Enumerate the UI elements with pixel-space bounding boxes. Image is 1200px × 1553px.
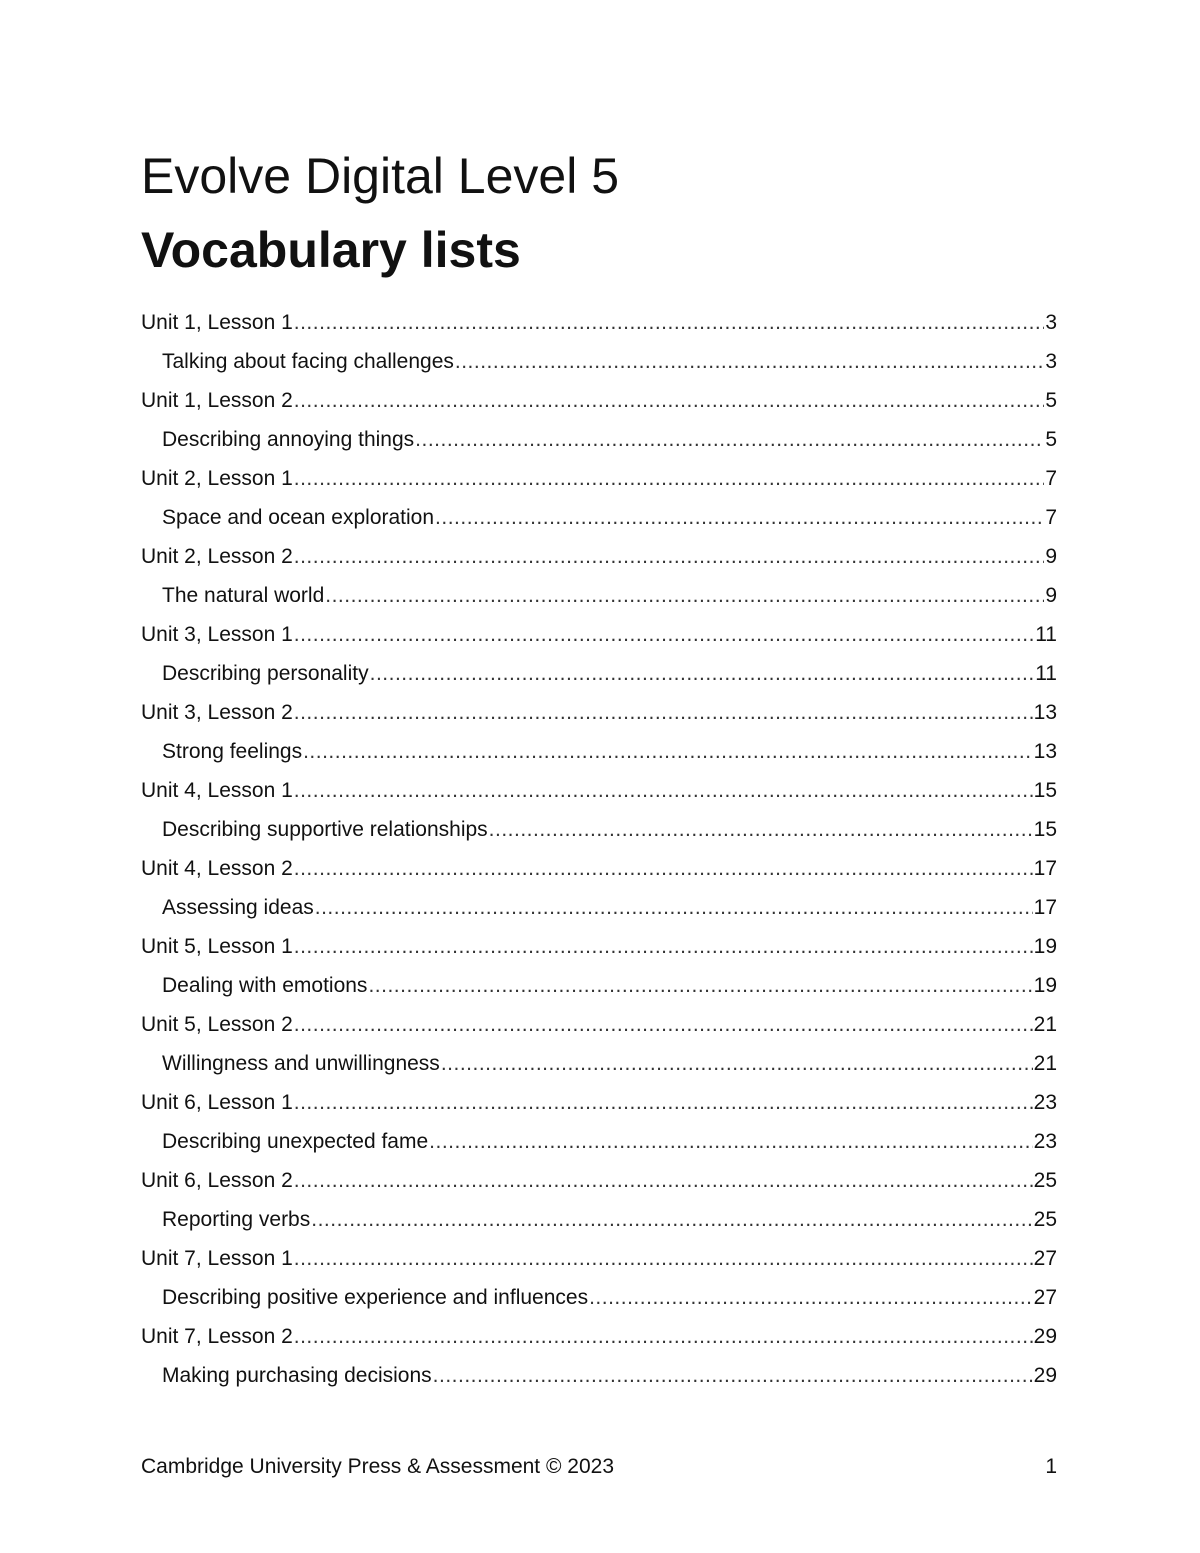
toc-entry-label: Unit 6, Lesson 1 xyxy=(141,1091,293,1114)
toc-dot-leader xyxy=(294,1317,1033,1356)
toc-entry-page: 13 xyxy=(1033,701,1057,724)
toc-entry-label: Willingness and unwillingness xyxy=(162,1052,440,1075)
toc-entry-page: 23 xyxy=(1033,1091,1057,1114)
footer-page-number: 1 xyxy=(1045,1455,1057,1478)
toc-entry-topic[interactable] xyxy=(141,498,1057,537)
toc-entry-topic[interactable] xyxy=(141,1278,1057,1317)
toc-dot-leader xyxy=(294,303,1045,342)
toc-entry-label: Unit 1, Lesson 2 xyxy=(141,389,293,412)
toc-entry-page: 29 xyxy=(1033,1325,1057,1348)
toc-entry-topic[interactable] xyxy=(141,732,1057,771)
toc-entry-topic[interactable] xyxy=(141,654,1057,693)
toc-entry-page: 27 xyxy=(1033,1286,1057,1309)
toc-entry-unit-2-lesson-1[interactable] xyxy=(141,459,1057,498)
toc-entry-label: Unit 3, Lesson 2 xyxy=(141,701,293,724)
toc-entry-unit-3-lesson-2[interactable] xyxy=(141,693,1057,732)
toc-dot-leader xyxy=(294,1005,1033,1044)
toc-entry-topic[interactable] xyxy=(141,420,1057,459)
toc-entry-label: Unit 3, Lesson 1 xyxy=(141,623,293,646)
toc-dot-leader xyxy=(294,381,1045,420)
footer-copyright: Cambridge University Press & Assessment © 2023 xyxy=(141,1455,614,1478)
toc-dot-leader xyxy=(294,537,1045,576)
toc-entry-topic[interactable] xyxy=(141,342,1057,381)
toc-entry-page: 23 xyxy=(1033,1130,1057,1153)
toc-entry-page: 3 xyxy=(1045,311,1057,334)
toc-entry-page: 27 xyxy=(1033,1247,1057,1270)
toc-entry-label: Strong feelings xyxy=(162,740,303,763)
toc-entry-label: Unit 2, Lesson 2 xyxy=(141,545,293,568)
toc-dot-leader xyxy=(294,1083,1033,1122)
toc-dot-leader xyxy=(303,732,1033,771)
toc-entry-page: 13 xyxy=(1033,740,1057,763)
toc-entry-label: Talking about facing challenges xyxy=(162,350,454,373)
toc-dot-leader xyxy=(415,420,1044,459)
toc-dot-leader xyxy=(294,927,1033,966)
toc-entry-page: 21 xyxy=(1033,1013,1057,1036)
toc-entry-label: Assessing ideas xyxy=(162,896,314,919)
toc-entry-page: 3 xyxy=(1045,350,1057,373)
toc-entry-label: Describing unexpected fame xyxy=(162,1130,429,1153)
document-title: Evolve Digital Level 5 xyxy=(141,148,620,204)
toc-entry-page: 25 xyxy=(1033,1169,1057,1192)
toc-entry-label: Dealing with emotions xyxy=(162,974,368,997)
toc-entry-page: 9 xyxy=(1045,545,1057,568)
toc-entry-page: 19 xyxy=(1033,974,1057,997)
toc-entry-page: 11 xyxy=(1035,662,1057,685)
toc-entry-topic[interactable] xyxy=(141,888,1057,927)
toc-entry-unit-7-lesson-2[interactable] xyxy=(141,1317,1057,1356)
toc-entry-label: Describing personality xyxy=(162,662,369,685)
toc-dot-leader xyxy=(294,1161,1033,1200)
toc-entry-label: The natural world xyxy=(162,584,325,607)
toc-entry-label: Space and ocean exploration xyxy=(162,506,435,529)
toc-entry-unit-2-lesson-2[interactable] xyxy=(141,537,1057,576)
toc-entry-unit-6-lesson-1[interactable] xyxy=(141,1083,1057,1122)
toc-entry-label: Making purchasing decisions xyxy=(162,1364,432,1387)
toc-entry-page: 15 xyxy=(1033,818,1057,841)
toc-entry-topic[interactable] xyxy=(141,1200,1057,1239)
toc-entry-page: 11 xyxy=(1035,623,1057,646)
toc-dot-leader xyxy=(294,1239,1033,1278)
toc-dot-leader xyxy=(311,1200,1032,1239)
toc-entry-topic[interactable] xyxy=(141,810,1057,849)
toc-entry-label: Describing annoying things xyxy=(162,428,415,451)
toc-entry-page: 21 xyxy=(1033,1052,1057,1075)
toc-entry-topic[interactable] xyxy=(141,1356,1057,1395)
toc-dot-leader xyxy=(368,966,1032,1005)
toc-entry-label: Unit 4, Lesson 1 xyxy=(141,779,293,802)
toc-entry-unit-7-lesson-1[interactable] xyxy=(141,1239,1057,1278)
toc-dot-leader xyxy=(294,615,1034,654)
toc-entry-unit-1-lesson-1[interactable] xyxy=(141,303,1057,342)
toc-entry-topic[interactable] xyxy=(141,1122,1057,1161)
toc-entry-unit-3-lesson-1[interactable] xyxy=(141,615,1057,654)
toc-entry-page: 5 xyxy=(1045,428,1057,451)
toc-entry-label: Unit 4, Lesson 2 xyxy=(141,857,293,880)
table-of-contents xyxy=(141,303,1057,1395)
toc-dot-leader xyxy=(489,810,1033,849)
toc-entry-label: Unit 1, Lesson 1 xyxy=(141,311,293,334)
toc-dot-leader xyxy=(325,576,1044,615)
toc-entry-page: 25 xyxy=(1033,1208,1057,1231)
toc-entry-unit-5-lesson-1[interactable] xyxy=(141,927,1057,966)
toc-entry-label: Describing supportive relationships xyxy=(162,818,488,841)
toc-entry-topic[interactable] xyxy=(141,966,1057,1005)
toc-entry-label: Unit 2, Lesson 1 xyxy=(141,467,293,490)
toc-dot-leader xyxy=(441,1044,1033,1083)
toc-entry-page: 17 xyxy=(1033,857,1057,880)
toc-dot-leader xyxy=(433,1356,1033,1395)
toc-dot-leader xyxy=(589,1278,1033,1317)
toc-dot-leader xyxy=(294,459,1045,498)
toc-dot-leader xyxy=(429,1122,1032,1161)
toc-entry-page: 15 xyxy=(1033,779,1057,802)
toc-entry-page: 9 xyxy=(1045,584,1057,607)
toc-entry-label: Unit 6, Lesson 2 xyxy=(141,1169,293,1192)
toc-entry-page: 29 xyxy=(1033,1364,1057,1387)
toc-entry-label: Reporting verbs xyxy=(162,1208,311,1231)
toc-dot-leader xyxy=(370,654,1035,693)
toc-entry-unit-6-lesson-2[interactable] xyxy=(141,1161,1057,1200)
toc-entry-page: 19 xyxy=(1033,935,1057,958)
toc-entry-page: 17 xyxy=(1033,896,1057,919)
toc-dot-leader xyxy=(294,849,1033,888)
toc-entry-label: Unit 5, Lesson 1 xyxy=(141,935,293,958)
toc-entry-unit-4-lesson-1[interactable] xyxy=(141,771,1057,810)
toc-dot-leader xyxy=(315,888,1033,927)
toc-entry-page: 7 xyxy=(1045,467,1057,490)
toc-entry-label: Unit 5, Lesson 2 xyxy=(141,1013,293,1036)
toc-entry-label: Unit 7, Lesson 1 xyxy=(141,1247,293,1270)
toc-entry-page: 5 xyxy=(1045,389,1057,412)
document-subtitle: Vocabulary lists xyxy=(141,222,521,278)
toc-dot-leader xyxy=(294,693,1033,732)
toc-entry-label: Unit 7, Lesson 2 xyxy=(141,1325,293,1348)
toc-entry-topic[interactable] xyxy=(141,576,1057,615)
toc-dot-leader xyxy=(294,771,1033,810)
toc-entry-unit-4-lesson-2[interactable] xyxy=(141,849,1057,888)
toc-entry-unit-5-lesson-2[interactable] xyxy=(141,1005,1057,1044)
toc-dot-leader xyxy=(455,342,1044,381)
toc-entry-topic[interactable] xyxy=(141,1044,1057,1083)
toc-entry-label: Describing positive experience and influences xyxy=(162,1286,589,1309)
toc-entry-page: 7 xyxy=(1045,506,1057,529)
toc-dot-leader xyxy=(435,498,1044,537)
toc-entry-unit-1-lesson-2[interactable] xyxy=(141,381,1057,420)
